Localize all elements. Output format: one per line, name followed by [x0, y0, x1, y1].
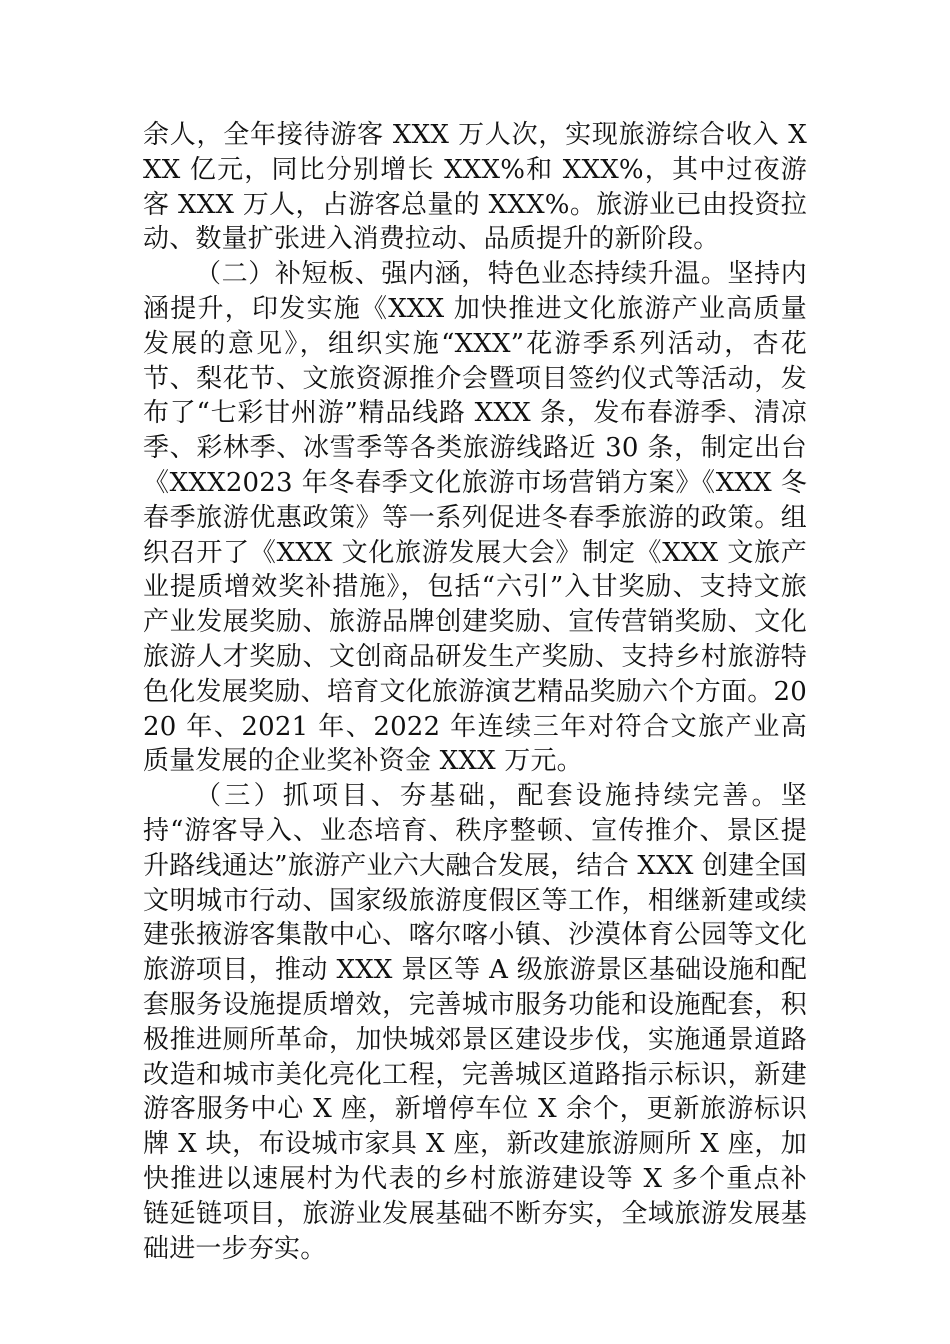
document-page	[143, 118, 807, 1266]
paragraph-section-two: （二）补短板、强内涵，特色业态持续升温。坚持内涵提升，印发实施《XXX 加快推进文化旅游产业高质量发展的意见》，组织实施“XXX”花游季系列活动，杏花节、梨花节、文旅资源推介会暨项目签约仪式等活动，发布了“七彩甘州游”精品线路 XXX 条，发布春游季、清凉季、彩林季、冰雪季等各类旅游线路近 30 条，制定出台《XXX2023 年冬春季文化旅游市场营销方案》《XXX 冬春季旅游优惠政策》等一系列促进冬春季旅游的政策。组织召开了《XXX 文化旅游发展大会》制定《XXX 文旅产业提质增效奖补措施》，包括“六引”入甘奖励、支持文旅产业发展奖励、旅游品牌创建奖励、宣传营销奖励、文化旅游人才奖励、文创商品研发生产奖励、支持乡村旅游特色化发展奖励、培育文化旅游演艺精品奖励六个方面。2020 年、2021 年、2022 年连续三年对符合文旅产业高质量发展的企业奖补资金 XXX 万元。	[143, 259, 807, 777]
paragraph-section-three: （三）抓项目、夯基础，配套设施持续完善。坚持“游客导入、业态培育、秩序整顿、宣传推介、景区提升路线通达”旅游产业六大融合发展，结合 XXX 创建全国文明城市行动、国家级旅游度假区等工作，相继新建或续建张掖游客集散中心、喀尔喀小镇、沙漠体育公园等文化旅游项目，推动 XXX 景区等 A 级旅游景区基础设施和配套服务设施提质增效，完善城市服务功能和设施配套，积极推进厕所革命，加快城郊景区建设步伐，实施通景道路改造和城市美化亮化工程，完善城区道路指示标识，新建游客服务中心 X 座，新增停车位 X 余个，更新旅游标识牌 X 块，布设城市家具 X 座，新改建旅游厕所 X 座，加快推进以速展村为代表的乡村旅游建设等 X 多个重点补链延链项目，旅游业发展基础不断夯实，全域旅游发展基础进一步夯实。	[143, 781, 807, 1264]
paragraph-continuation: 余人，全年接待游客 XXX 万人次，实现旅游综合收入 XXX 亿元，同比分别增长 XXX%和 XXX%，其中过夜游客 XXX 万人，占游客总量的 XXX%。旅游业已由投资拉动、数量扩张进入消费拉动、品质提升的新阶段。	[143, 120, 807, 255]
